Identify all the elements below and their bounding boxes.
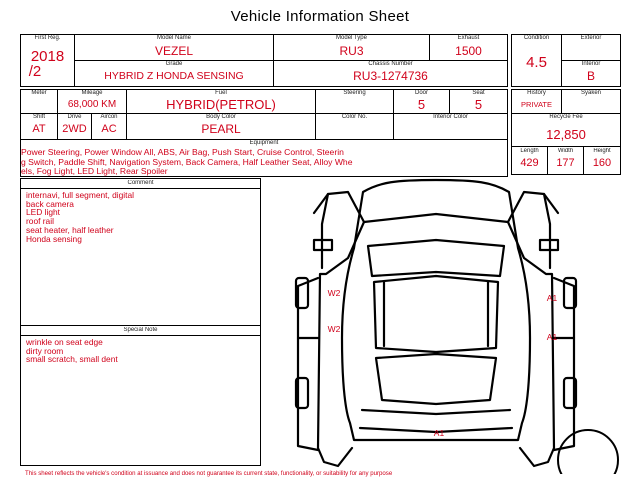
equipment-label: Equipment [249, 140, 279, 146]
grade-label: Grade [165, 61, 183, 67]
door-label: Door [414, 90, 428, 96]
fuel-value: HYBRID(PETROL) [166, 97, 276, 112]
damage-mark-rear-bumper: A1 [433, 428, 445, 438]
sheet-title: Vehicle Information Sheet [230, 8, 410, 25]
width-label: Width [557, 148, 574, 154]
comment-divider [20, 188, 261, 189]
mileage-label: Mileage [81, 90, 103, 96]
shift-value: AT [32, 123, 46, 135]
seat-label: Seat [472, 90, 485, 96]
footer-disclaimer: This sheet reflects the vehicle's condition at issuance and does not guarantee its current state, functionality, or suitability for any purpose [25, 470, 393, 477]
drive-label: Drive [67, 114, 82, 120]
length-label: Length [520, 148, 539, 154]
damage-mark-left-rear: W2 [327, 324, 341, 334]
model-type-value: RU3 [339, 44, 364, 58]
condition-value: 4.5 [526, 54, 547, 71]
interior-label: Interior [581, 61, 601, 67]
spare-tire-circle [558, 430, 618, 474]
chassis-label: Chassis Number [368, 61, 413, 67]
first-reg-month: /2 [28, 63, 42, 80]
drive-value: 2WD [62, 123, 87, 135]
meter-label: Meter [31, 90, 47, 96]
shift-label: Shift [32, 114, 45, 120]
damage-mark-left-front: W2 [327, 288, 341, 298]
condition-label: Condition [523, 35, 550, 41]
width-value: 177 [556, 157, 575, 169]
equipment-text [21, 148, 507, 177]
aircon-label: Aircon [100, 114, 118, 120]
comment-label: Comment [127, 180, 154, 186]
chassis-value: RU3-1274736 [353, 69, 428, 83]
fuel-label: Fuel [215, 90, 227, 96]
history-label: History [527, 90, 546, 96]
aircon-value: AC [101, 123, 117, 135]
comment-text [26, 191, 134, 243]
model-name-label: Model Name [156, 35, 191, 41]
body-color-value: PEARL [201, 122, 241, 136]
comment-line: internavi, full segment, digital [26, 190, 134, 200]
model-name-value: VEZEL [154, 44, 193, 58]
height-label: Height [593, 148, 611, 154]
exhaust-label: Exhaust [457, 35, 480, 41]
recycle-fee-label: Recycle Fee [549, 114, 583, 120]
comment-line: back camera [26, 198, 74, 209]
comment-line: LED light [26, 207, 60, 218]
door-value: 5 [417, 97, 426, 112]
body-color-label: Body Color [206, 114, 236, 120]
special-note-text [26, 338, 118, 364]
height-value: 160 [592, 157, 612, 169]
damage-mark-right-front: A1 [546, 293, 558, 303]
first-reg-label: First Reg. [34, 35, 61, 41]
steering-label: Steering [343, 90, 366, 96]
equipment-line: els, Fog Light, LED Light, Rear Spoiler [21, 166, 168, 177]
special-note-label: Special Note [123, 327, 158, 333]
equipment-line: Power Steering, Power Window All, ABS, Air Bag, Push Start, Cruise Control, Steerin [21, 147, 344, 157]
history-value: PRIVATE [521, 100, 552, 109]
model-type-label: Model Type [336, 35, 367, 41]
first-reg-year: 2018 [30, 48, 65, 65]
interior-color-label: Interior Color [433, 114, 468, 120]
equipment-line: g Switch, Paddle Shift, Navigation System, Back Camera, Half Leather Seat, Alloy Whe [21, 156, 353, 167]
comment-line: Honda sensing [26, 233, 82, 244]
damage-mark-right-rear: A1 [546, 332, 558, 342]
exterior-label: Exterior [580, 35, 602, 41]
syaken-label: Syaken [580, 90, 601, 96]
special-note-line: wrinkle on seat edge [26, 337, 103, 347]
exhaust-value: 1500 [455, 44, 482, 58]
comment-line: roof rail [26, 216, 54, 227]
length-value: 429 [520, 157, 539, 169]
comment-line: seat heater, half leather [26, 224, 114, 235]
special-note-line: small scratch, small dent [26, 354, 118, 365]
seat-value: 5 [474, 97, 483, 112]
recycle-fee-value: 12,850 [546, 127, 586, 142]
grade-value: HYBRID Z HONDA SENSING [104, 70, 244, 82]
mileage-value: 68,000 KM [67, 99, 117, 110]
color-no-label: Color No. [341, 114, 368, 120]
interior-value: B [586, 69, 595, 83]
special-note-divider [20, 335, 261, 336]
special-note-line: dirty room [26, 345, 64, 356]
